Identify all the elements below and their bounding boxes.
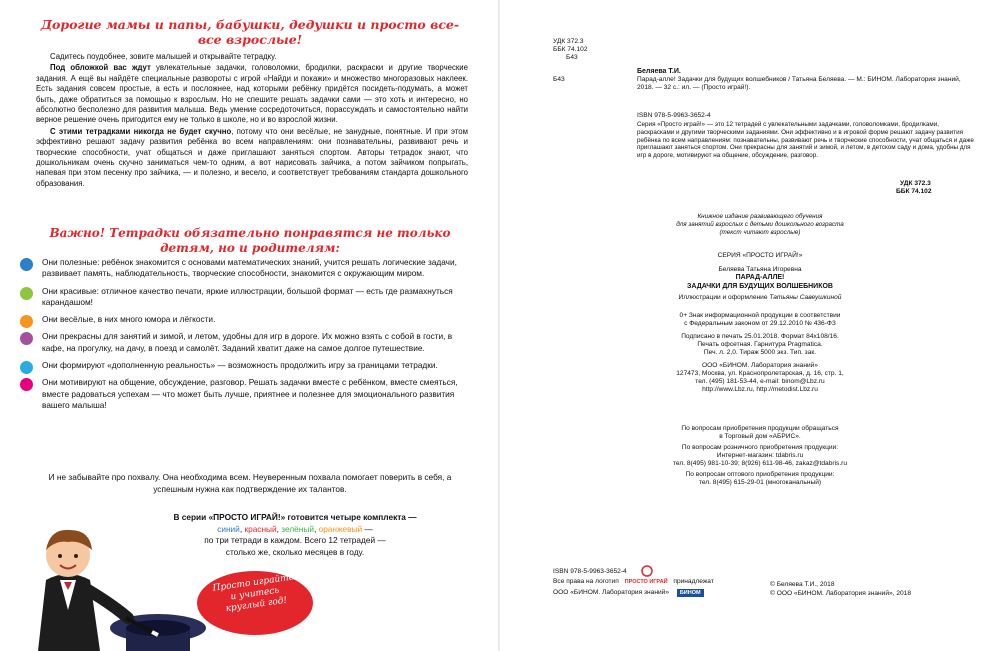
series-color-word: красный xyxy=(244,523,277,534)
bibliographic-record: Парад-алле! Задачки для будущих волшебников / Татьяна Беляева. — М.: БИНОМ. Лаборатория знаний, 2018. — 32 с.: ил. — (Просто играй!). xyxy=(637,76,961,92)
bbk-code-right: ББК 74.102 xyxy=(896,188,932,195)
purchase-info-line: По вопросам розничного приобретения продукции: xyxy=(681,444,839,451)
purchase-info-line: По вопросам приобретения продукции обращаться xyxy=(681,425,839,432)
series-color-word: синий xyxy=(217,523,240,534)
intro-paragraph: Садитесь поудобнее, зовите малышей и открывайте тетрадку. xyxy=(50,52,277,61)
benefits-list xyxy=(20,257,470,417)
benefit-text: Они прекрасны для занятий и зимой, и летом, удобны для игр в дороге. Их можно взять с собой в гости, в кафе, на прогулку, на дачу, в поезд и самолёт. Заданий хватит даже на самое долгое путешествие. xyxy=(42,331,453,353)
print-info-line: Печать офсетная. Гарнитура Pragmatica. xyxy=(697,341,823,348)
print-info-line: Печ. л. 2,0. Тираж 5000 экз. Тип. зак. xyxy=(703,349,817,356)
benefit-text: Они полезные: ребёнок знакомится с основами математических знаний, учится решать логические задачи, развивает память, наблюдательность, творческие способности, знакомится с окружающим миром. xyxy=(42,257,457,279)
purchase-info-line: Интернет-магазин: tdabris.ru xyxy=(716,452,804,459)
series-line-1: В серии «ПРОСТО ИГРАЙ!» готовится четыре комплекта — xyxy=(173,512,417,522)
benefit-item xyxy=(20,257,470,280)
intro-text xyxy=(36,52,468,190)
author-mark-side: Б43 xyxy=(553,76,565,83)
series-color-word: зелёный xyxy=(281,523,314,534)
series-name: СЕРИЯ «ПРОСТО ИГРАЙ!» xyxy=(717,252,803,259)
print-info-line: с Федеральным законом от 29.12.2010 № 436-ФЗ xyxy=(684,320,836,327)
bullet-dot-icon xyxy=(20,332,33,345)
benefit-text: Они формируют «дополненную реальность» — возможность продолжить игру за границами тетрадки. xyxy=(42,360,438,371)
copyright: © Беляева Т.И., 2018 © ООО «БИНОМ. Лаборатория знаний», 2018 xyxy=(770,581,912,597)
isbn-bottom: ISBN 978-5-9963-3652-4 xyxy=(553,568,627,575)
intro-paragraph: Под обложкой вас ждут увлекательные задачки, головоломки, бродилки, раскраски и другие творческие задания. А ещё вы найдёте специальные развороты с игрой «Найди и покажи» и множество многоразовых наклеек. Есть задания совсем простые, а есть и посложнее, над которыми ребёнку придётся посидеть-подумать, а может быть, даже обратиться за помощью к взрослым. Но не спешите решать задачки сами — это хоть и интересно, но абсолютно бесполезно для развития малыша. Ведь умение сосредоточиться, порассуждать и самостоятельно найти верное решение очень пригодится ему не только в школе, но и во взрослой жизни. xyxy=(36,63,468,125)
print-info-line: http://www.Lbz.ru, http://metodist.Lbz.ru xyxy=(702,386,818,393)
benefit-item xyxy=(20,314,470,325)
bullet-dot-icon xyxy=(20,315,33,328)
important-heading: Важно! Тетрадки обязательно понравятся не только детям, но и родителям: xyxy=(49,226,451,255)
book-title: ПАРАД-АЛЛЕ! ЗАДАЧКИ ДЛЯ БУДУЩИХ ВОЛШЕБНИКОВ xyxy=(687,274,833,290)
benefit-item xyxy=(20,286,470,309)
left-page xyxy=(0,0,500,651)
rights-line: Все права на логотип ПРОСТО ИГРАЙ принадлежат xyxy=(553,578,714,585)
print-info-line: ООО «БИНОМ. Лаборатория знаний» xyxy=(702,362,818,369)
series-line-2: по три тетради в каждом. Всего 12 тетрадей — xyxy=(204,535,386,545)
series-line-3: столько же, сколько месяцев в году. xyxy=(225,546,365,557)
bullet-dot-icon xyxy=(20,258,33,271)
author-full: Беляева Татьяна Игоревна xyxy=(718,266,802,273)
bullet-dot-icon xyxy=(20,378,33,391)
print-info-line: Подписано в печать 25.01.2018. Формат 84x108/16. xyxy=(681,333,839,340)
illustrator: Иллюстрации и оформление Татьяны Савеушкиной xyxy=(678,294,842,301)
benefit-item xyxy=(20,360,470,371)
print-info-line: 0+ Знак информационной продукции в соответствии xyxy=(679,312,841,319)
print-info-line: тел. (495) 181-53-44, e-mail: binom@Lbz.ru xyxy=(695,378,825,385)
purchase-info-line: в Торговый дом «АБРИС». xyxy=(719,433,801,440)
right-page xyxy=(500,0,1001,651)
edition-note: Книжное издание развивающего обучения для занятий взрослых с детьми дошкольного возраста (текст читают взрослые) xyxy=(676,213,844,236)
benefit-item xyxy=(20,331,470,354)
promo-text: Просто играйте и учитесь круглый год! xyxy=(212,572,295,615)
purchase-info xyxy=(620,425,900,487)
author-short: Беляева Т.И. xyxy=(637,68,681,75)
udk-code-right: УДК 372.3 xyxy=(900,180,931,187)
benefit-text: Они весёлые, в них много юмора и лёгкости. xyxy=(42,314,216,325)
udk-code: УДК 372.3 xyxy=(553,38,584,45)
purchase-info-line: тел. 8(495) 981-10-39; 8(926) 611-98-46, zakaz@tdabris.ru xyxy=(672,460,848,467)
purchase-info-line: По вопросам оптового приобретения продукции: xyxy=(685,471,835,478)
publisher-line: ООО «БИНОМ. Лаборатория знаний» БИНОМ xyxy=(553,589,704,597)
isbn: ISBN 978-5-9963-3652-4 xyxy=(637,112,711,119)
benefit-text: Они красивые: отличное качество печати, яркие иллюстрации, большой формат — есть где размахнуться карандашом! xyxy=(42,285,453,307)
praise-text: И не забывайте про похвалу. Она необходима всем. Неуверенным похвала помогает поверить в себя, а успешным нужна как подтверждение их талантов. xyxy=(48,472,452,494)
bullet-dot-icon xyxy=(20,361,33,374)
benefit-item xyxy=(20,377,470,411)
page-title: Дорогие мамы и папы, бабушки, дедушки и просто все-все взрослые! xyxy=(40,17,460,47)
series-color-word: оранжевый xyxy=(318,523,363,534)
annotation: Серия «Просто играй!» — это 12 тетрадей с увлекательными задачками, головоломками, бродилками, раскрасками и другими творческими заданиями. Они эффективно и в игровой форме решают задачу развития ребёнка по всем направлениям: познавательны, развивают речь и творческие способности, учат общаться и даже приглашают заняться спортом. Они прекрасны для занятий и зимой, и летом, в детском саду и дома, удобны для игр в дороге, мотивируют на общение, обсуждение, разговор. xyxy=(637,121,974,160)
intro-paragraph: С этими тетрадками никогда не будет скучно, потому что они весёлые, не занудные, понятные. И при этом эффективно решают задачу развития ребёнка во всем направлениям: они познавательны, развивают речь и творческие способности, учат общаться и даже приглашают заняться спортом. Авторы тетрадок знают, что дошкольникам очень скучно заниматься чем-то одним, а вот нарисовать зайчика, а потом зайчиком попрыгать, напевая при этом песенку про зайчика, — и полезно, и весело, и соответствует требованиям стандарта дошкольного образования. xyxy=(36,126,468,188)
series-colors: синий, красный, зелёный, оранжевый — xyxy=(217,523,373,534)
purchase-info-line: тел. 8(495) 615-29-01 (многоканальный) xyxy=(698,479,822,486)
benefit-text: Они мотивируют на общение, обсуждение, разговор. Решать задачки вместе с ребёнком, вместе смеяться, вместе радоваться успехам — что может быть лучше, приятнее и полезнее для эмоционального развития вашего малыша! xyxy=(42,377,458,410)
bbk-code: ББК 74.102 xyxy=(553,46,588,53)
magician-illustration xyxy=(8,510,208,651)
author-mark: Б43 xyxy=(566,54,578,61)
print-info xyxy=(620,312,900,394)
publisher-logo: БИНОМ xyxy=(677,589,704,597)
bullet-dot-icon xyxy=(20,287,33,300)
print-info-line: 127473, Москва, ул. Краснопролетарская, д. 16, стр. 1, xyxy=(676,370,844,377)
series-logo-icon xyxy=(640,565,654,577)
